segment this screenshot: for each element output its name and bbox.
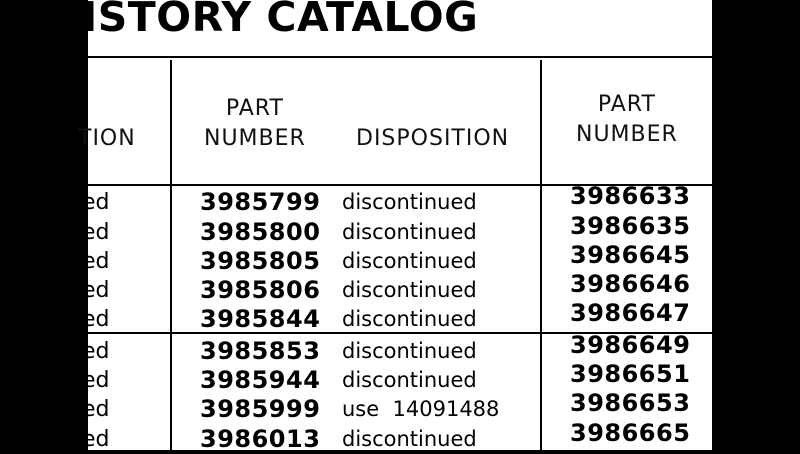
table-row: [82, 419, 712, 454]
prev-disposition-truncated: ed: [82, 249, 110, 274]
prev-disposition-truncated: ed: [82, 427, 110, 452]
part-number-right-cell: 3986633: [570, 182, 691, 210]
part-number-right-cell: 3986653: [570, 389, 691, 417]
header-part-number-right: PART NUMBER: [576, 92, 678, 147]
prev-disposition-truncated: ed: [82, 368, 110, 393]
part-number-right-cell: 3986647: [570, 299, 691, 327]
disposition-cell: discontinued: [342, 220, 477, 244]
catalog-page: [78, 0, 712, 453]
disposition-cell: discontinued: [342, 427, 477, 451]
part-number-right-cell: 3986665: [570, 419, 691, 447]
disposition-cell: discontinued: [342, 368, 477, 392]
part-number-cell: 3985799: [200, 188, 321, 216]
header-disposition: DISPOSITION: [356, 126, 510, 151]
prev-disposition-truncated: ed: [82, 190, 110, 215]
part-number-cell: 3985844: [200, 305, 321, 333]
disposition-cell: discontinued: [342, 307, 477, 331]
disposition-cell: discontinued: [342, 249, 477, 273]
part-number-right-cell: 3986649: [570, 331, 691, 359]
header-disposition-truncated: TION: [78, 126, 136, 151]
disposition-cell: use 14091488: [342, 397, 500, 421]
part-number-right-cell: 3986645: [570, 241, 691, 269]
part-number-cell: 3985806: [200, 276, 321, 304]
prev-disposition-truncated: ed: [82, 307, 110, 332]
part-number-right-cell: 3986635: [570, 212, 691, 240]
part-number-cell: 3986013: [200, 425, 321, 453]
part-number-cell: 3985805: [200, 247, 321, 275]
prev-disposition-truncated: ed: [82, 339, 110, 364]
part-number-cell: 3985999: [200, 395, 321, 423]
disposition-cell: discontinued: [342, 190, 477, 214]
part-number-right-cell: 3986651: [570, 360, 691, 388]
disposition-cell: discontinued: [342, 339, 477, 363]
disposition-cell: discontinued: [342, 278, 477, 302]
catalog-title: ISTORY CATALOG: [82, 0, 479, 41]
part-number-cell: 3985944: [200, 366, 321, 394]
prev-disposition-truncated: ed: [82, 397, 110, 422]
table-top-rule: [88, 56, 712, 58]
part-number-cell: 3985853: [200, 337, 321, 365]
prev-disposition-truncated: ed: [82, 278, 110, 303]
part-number-cell: 3985800: [200, 218, 321, 246]
header-part-number: PART NUMBER: [204, 96, 306, 151]
prev-disposition-truncated: ed: [82, 220, 110, 245]
table-row: [82, 299, 712, 334]
part-number-right-cell: 3986646: [570, 270, 691, 298]
